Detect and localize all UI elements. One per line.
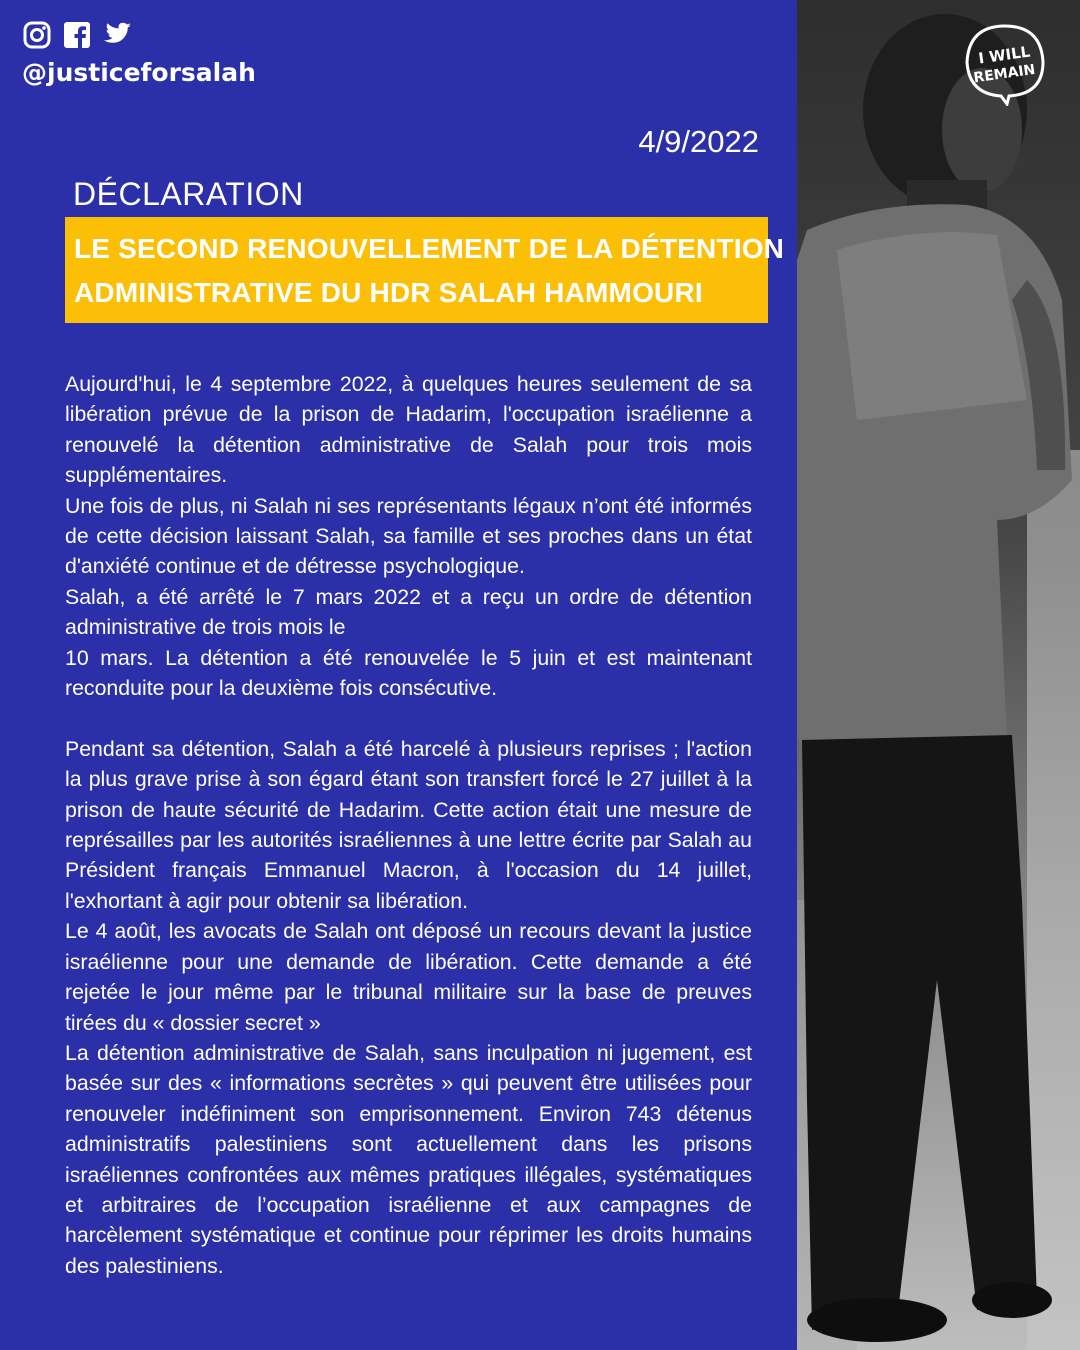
man-photo bbox=[797, 0, 1080, 1350]
svg-text:REMAIN: REMAIN bbox=[972, 61, 1037, 87]
headline-line-1: LE SECOND RENOUVELLEMENT DE LA DÉTENTION bbox=[74, 233, 785, 264]
i-will-remain-badge bbox=[963, 22, 1047, 106]
headline-line-2: ADMINISTRATIVE DU HDR SALAH HAMMOURI bbox=[74, 277, 703, 308]
paragraph-3a: Salah, a été arrêté le 7 mars 2022 et a reçu un ordre de détention administrative de trois mois le bbox=[65, 584, 752, 640]
facebook-icon[interactable] bbox=[62, 20, 92, 50]
photo-panel bbox=[797, 0, 1080, 1350]
paragraph-6: La détention administrative de Salah, sans inculpation ni jugement, est basée sur des « informations secrètes » qui peuvent être utilisées pour renouveler indéfiniment son emprisonnement. Environ 743 détenus administratifs palestiniens sont actuellement dans les prisons israéliennes confrontées aux mêmes pratiques illégales, systématiques et arbitraires de l’occupation israélienne et aux campagnes de harcèlement systématique et continue pour réprimer les droits humains des palestiniens. bbox=[65, 1040, 752, 1278]
statement-body bbox=[65, 369, 752, 1281]
paragraph-4: Pendant sa détention, Salah a été harcelé à plusieurs reprises ; l'action la plus grave prise à son égard étant son transfert forcé le 27 juillet à la prison de haute sécurité de Hadarim. Cette action était une mesure de représailles par les autorités israéliennes à une lettre écrite par Salah au Président français Emmanuel Macron, à l'occasion du 14 juillet, l'exhortant à agir pour obtenir sa libération. bbox=[65, 736, 752, 913]
declaration-label: DÉCLARATION bbox=[73, 176, 304, 212]
paragraph-2: Une fois de plus, ni Salah ni ses représentants légaux n’ont été informés de cette décision laissant Salah, sa famille et ses proches dans un état d'anxiété continue et de détresse psychologique. bbox=[65, 493, 752, 579]
paragraph-3b: 10 mars. La détention a été renouvelée le 5 juin et est maintenant reconduite pour la deuxième fois consécutive. bbox=[65, 645, 752, 701]
svg-text:I WILL: I WILL bbox=[977, 42, 1032, 68]
paragraph-5: Le 4 août, les avocats de Salah ont déposé un recours devant la justice israélienne pour une demande de libération. Cette demande a été rejetée le jour même par le tribunal militaire sur la base de preuves tirées du « dossier secret » bbox=[65, 919, 752, 1035]
social-icons bbox=[22, 20, 132, 50]
paragraph-1: Aujourd'hui, le 4 septembre 2022, à quelques heures seulement de sa libération prévue de la prison de Hadarim, l'occupation israélienne a renouvelé la détention administrative de Salah pour trois mois supplémentaires. bbox=[65, 372, 752, 488]
paragraph-spacer bbox=[65, 703, 752, 733]
headline-banner bbox=[65, 217, 785, 323]
statement-date: 4/9/2022 bbox=[638, 124, 759, 159]
social-handle: @justiceforsalah bbox=[22, 58, 256, 87]
twitter-icon[interactable] bbox=[102, 20, 132, 50]
instagram-icon[interactable] bbox=[22, 20, 52, 50]
